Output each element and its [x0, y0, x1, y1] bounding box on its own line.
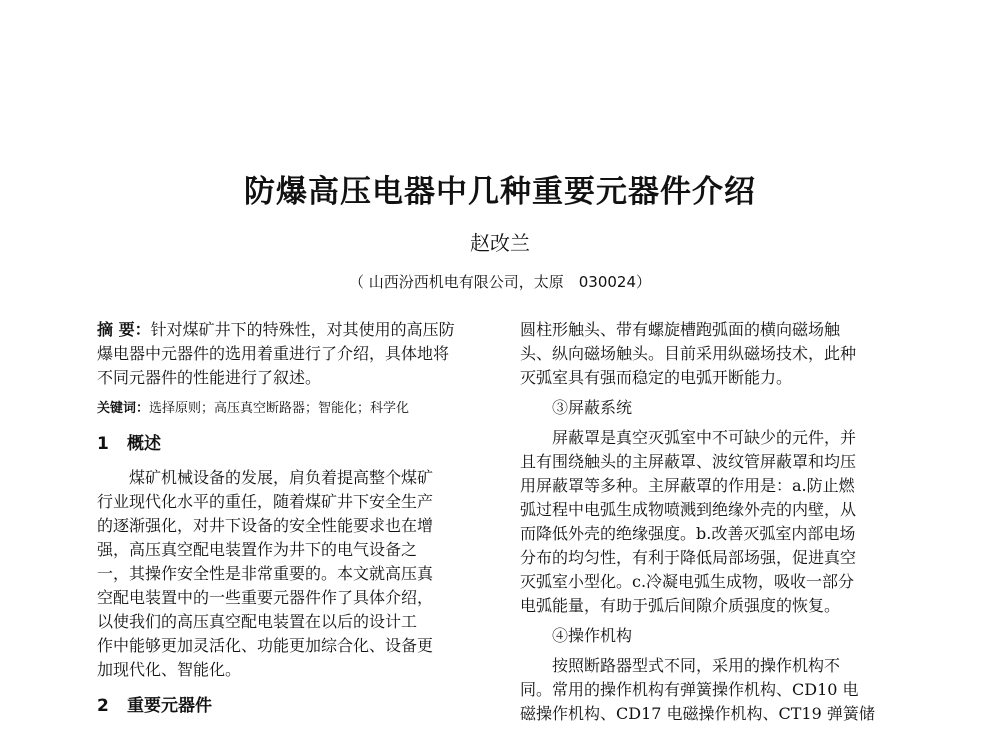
section-title: 重要元器件 — [127, 696, 212, 716]
body-line: 屏蔽罩是真空灭弧室中不可缺少的元件，并 — [552, 428, 857, 447]
body-line: 的逐渐强化，对井下设备的安全性能要求也在增 — [97, 516, 434, 535]
body-line: 一，其操作安全性是非常重要的。本文就高压真 — [97, 564, 434, 583]
keywords-label: 关键词： — [97, 401, 150, 416]
body-line: 圆柱形触头、带有螺旋槽跑弧面的横向磁场触 — [520, 320, 841, 339]
body-line: 按照断路器型式不同，采用的操作机构不 — [552, 656, 841, 675]
body-line: 且有围绕触头的主屏蔽罩、波纹管屏蔽罩和均压 — [520, 452, 857, 471]
section-heading-2 — [97, 694, 485, 718]
section-title: 概述 — [127, 434, 161, 454]
body-line: 煤矿机械设备的发展，肩负着提高整个煤矿 — [129, 468, 434, 487]
affiliation: （ 山西汾西机电有限公司，太原 030024） — [348, 273, 652, 291]
body-line: 加现代化、智能化。 — [97, 660, 242, 679]
subheading-shielding: ③屏蔽系统 — [552, 398, 633, 417]
abstract-label: 摘 要： — [97, 320, 151, 339]
section-heading-1 — [97, 432, 485, 456]
body-line: 同。常用的操作机构有弹簧操作机构、CD10 电 — [520, 680, 859, 699]
body-line: 灭弧室具有强而稳定的电弧开断能力。 — [520, 368, 793, 387]
body-line: 而降低外壳的绝缘强度。b.改善灭弧室内部电场 — [520, 524, 856, 543]
author-name: 赵改兰 — [470, 231, 530, 255]
subheading-operating-mechanism: ④操作机构 — [552, 626, 633, 645]
body-line: 分布的均匀性，有利于降低局部场强，促进真空 — [520, 548, 857, 567]
abstract-line: 不同元器件的性能进行了叙述。 — [97, 368, 322, 387]
abstract-line — [97, 318, 485, 342]
body-line: 作中能够更加灵活化、功能更加综合化、设备更 — [97, 636, 434, 655]
body-line: 弧过程中电弧生成物喷溅到绝缘外壳的内壁，从 — [520, 500, 857, 519]
right-column — [520, 318, 912, 726]
keywords-text: 选择原则；高压真空断路器；智能化；科学化 — [149, 401, 410, 416]
body-line: 灭弧室小型化。c.冷凝电弧生成物，吸收一部分 — [520, 572, 855, 591]
abstract-line: 爆电器中元器件的选用着重进行了介绍，具体地将 — [97, 344, 450, 363]
body-line: 行业现代化水平的重任，随着煤矿井下安全生产 — [97, 492, 434, 511]
left-column — [97, 318, 485, 728]
body-line: 以使我们的高压真空配电装置在以后的设计工 — [97, 612, 418, 631]
body-line: 头、纵向磁场触头。目前采用纵磁场技术，此种 — [520, 344, 857, 363]
section-number: 1 — [97, 434, 109, 454]
keywords-line — [97, 398, 485, 420]
body-line: 用屏蔽罩等多种。主屏蔽罩的作用是：a.防止燃 — [520, 476, 855, 495]
paper-title: 防爆高压电器中几种重要元器件介绍 — [244, 174, 756, 210]
body-line: 空配电装置中的一些重要元器件作了具体介绍， — [97, 588, 434, 607]
abstract-text: 针对煤矿井下的特殊性，对其使用的高压防 — [150, 320, 455, 339]
body-line: 磁操作机构、CD17 电磁操作机构、CT19 弹簧储 — [520, 704, 875, 723]
body-line: 电弧能量，有助于弧后间隙介质强度的恢复。 — [520, 596, 841, 615]
body-line: 强，高压真空配电装置作为井下的电气设备之 — [97, 540, 418, 559]
section-number: 2 — [97, 696, 109, 716]
